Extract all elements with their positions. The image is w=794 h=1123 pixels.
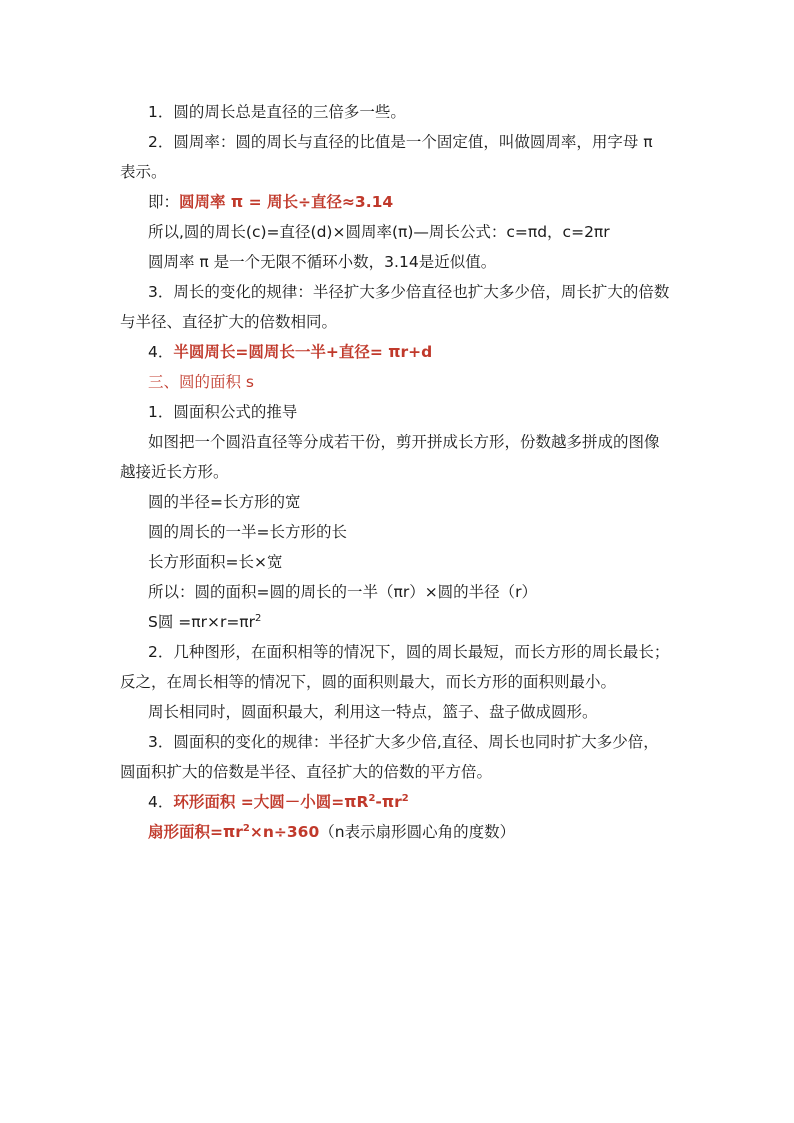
- section-heading-area: 三、圆的面积 s: [148, 373, 255, 391]
- paragraph-3-prefix: 即：: [148, 193, 180, 211]
- paragraph-15: [120, 607, 672, 637]
- ring-area-exponent-2: 2: [401, 792, 409, 804]
- semicircle-perimeter-formula: 半圆周长=圆周长一半+直径= πr+d: [173, 343, 433, 361]
- paragraph-20: [120, 817, 672, 847]
- paragraph-18: 3．圆面积的变化的规律：半径扩大多少倍,直径、周长也同时扩大多少倍，圆面积扩大的倍数是半径、直径扩大的倍数的平方倍。: [120, 733, 659, 781]
- ring-area-formula-b: -πr: [375, 793, 402, 811]
- paragraph-12: 圆的周长的一半=长方形的长: [148, 523, 347, 541]
- sector-area-exponent: 2: [242, 822, 250, 834]
- paragraph-6: 3．周长的变化的规律：半径扩大多少倍直径也扩大多少倍，周长扩大的倍数与半径、直径扩大的倍数相同。: [120, 283, 670, 331]
- sector-area-formula-a: 扇形面积=πr: [148, 823, 243, 841]
- circle-area-exponent: 2: [255, 612, 262, 624]
- paragraph-14: 所以：圆的面积=圆的周长的一半（πr）×圆的半径（r）: [148, 583, 538, 601]
- paragraph-4: 所以,圆的周长(c)=直径(d)×圆周率(π)—周长公式：c=πd，c=2πr: [148, 223, 610, 241]
- sector-area-formula-b: ×n÷360: [249, 823, 320, 841]
- circle-area-formula: S圆 =πr×r=πr: [148, 613, 256, 631]
- paragraph-2: 2．圆周率：圆的周长与直径的比值是一个固定值，叫做圆周率，用字母 π 表示。: [120, 133, 653, 181]
- paragraph-10: 如图把一个圆沿直径等分成若干份，剪开拼成长方形，份数越多拼成的图像越接近长方形。: [120, 433, 660, 481]
- paragraph-1: 1．圆的周长总是直径的三倍多一些。: [148, 103, 406, 121]
- paragraph-11: 圆的半径=长方形的宽: [148, 493, 301, 511]
- paragraph-19: [120, 787, 672, 817]
- paragraph-13: 长方形面积=长×宽: [148, 553, 283, 571]
- ring-area-formula-a: 环形面积 =大圆－小圆=πR: [173, 793, 369, 811]
- paragraph-7: [120, 337, 672, 367]
- paragraph-19-number: 4．: [148, 793, 174, 811]
- paragraph-9: 1．圆面积公式的推导: [148, 403, 298, 421]
- paragraph-3: [120, 187, 672, 217]
- document-body: [120, 97, 672, 847]
- paragraph-7-number: 4．: [148, 343, 174, 361]
- pi-formula: 圆周率 π = 周长÷直径≈3.14: [179, 193, 394, 211]
- ring-area-exponent-1: 2: [368, 792, 376, 804]
- paragraph-17: 周长相同时，圆面积最大，利用这一特点，篮子、盘子做成圆形。: [148, 703, 598, 721]
- paragraph-16: 2．几种图形，在面积相等的情况下，圆的周长最短，而长方形的周长最长；反之，在周长相等的情况下，圆的面积则最大，而长方形的面积则最小。: [120, 643, 670, 691]
- sector-area-note: （n表示扇形圆心角的度数）: [319, 823, 516, 841]
- paragraph-5: 圆周率 π 是一个无限不循环小数，3.14是近似值。: [148, 253, 497, 271]
